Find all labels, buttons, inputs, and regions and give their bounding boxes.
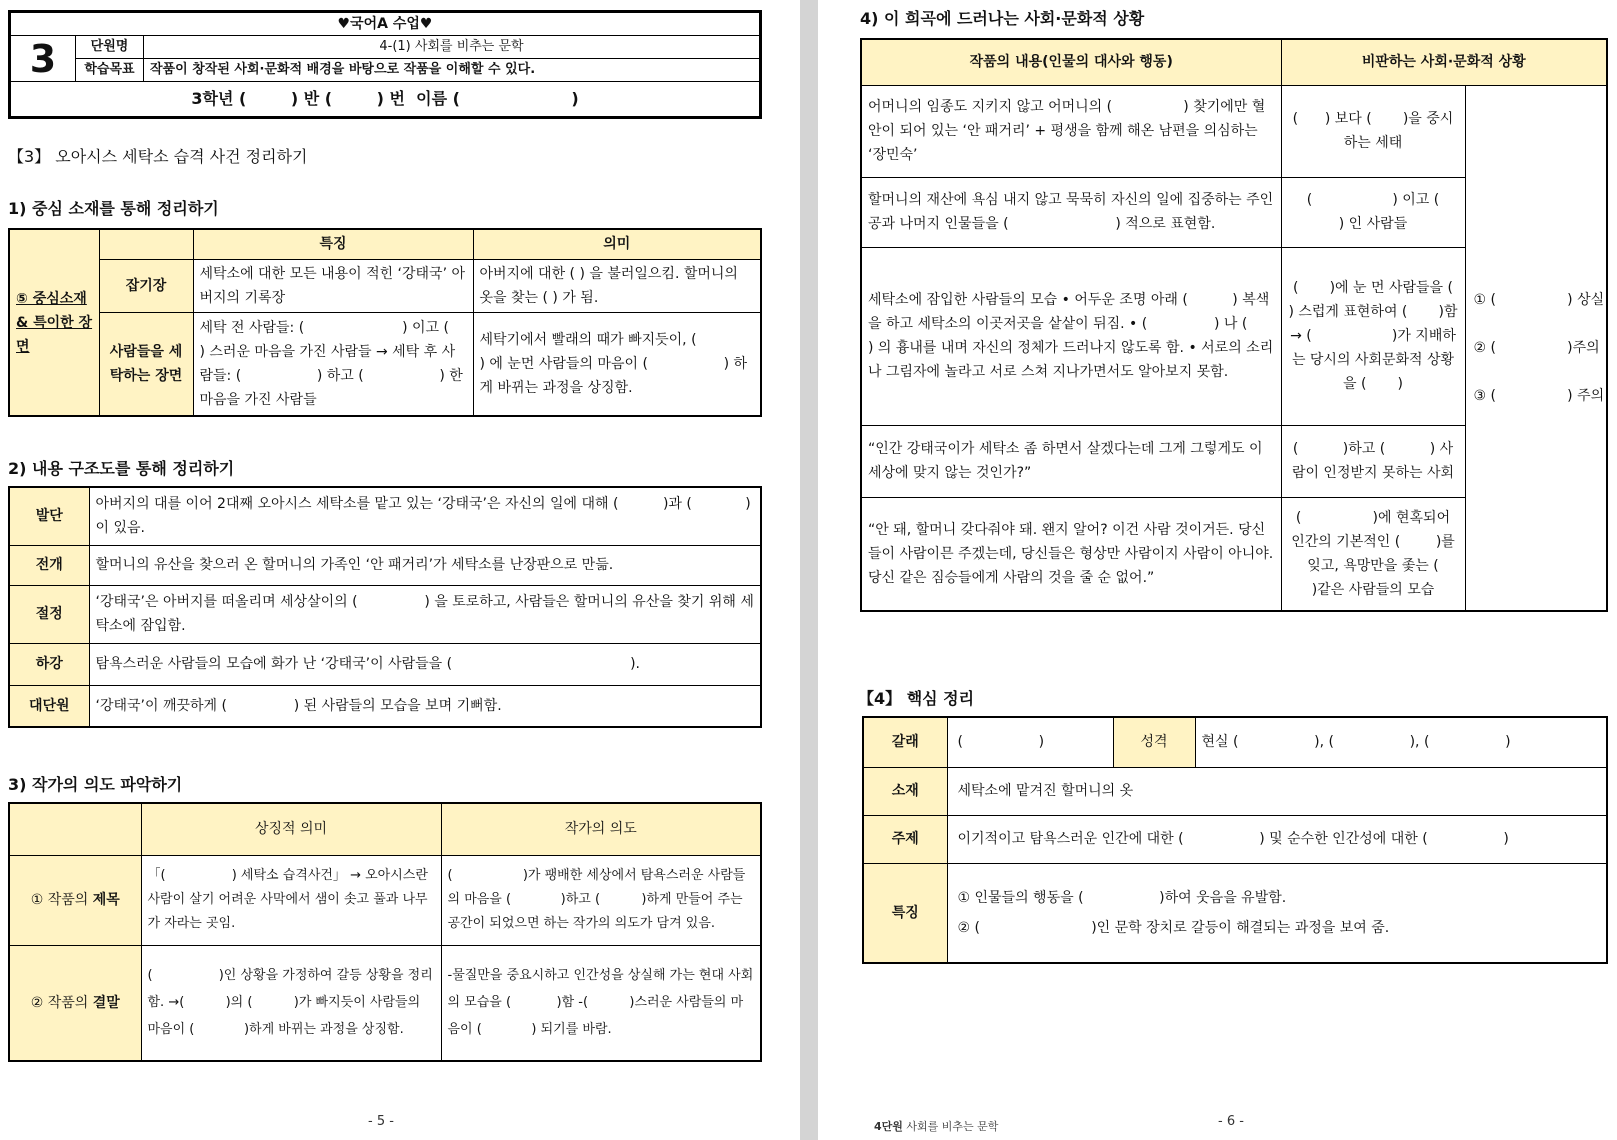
s4-situation-cell: ( ) 보다 ( )을 중시하는 세태: [1281, 85, 1465, 177]
feature-item: ① 인물들의 행동을 ( )하여 웃음을 유발함.: [957, 889, 1287, 906]
s3-col-symbol: 상징적 의미: [141, 803, 441, 855]
s3-symbol-cell: ( )인 상황을 가정하여 갈등 상황을 정리함. →( )의 ( )가 빠지듯이 사람들의 마음이 ( )하게 바뀌는 과정을 상징함.: [141, 945, 441, 1061]
header-banner: ♥국어A 수업♥: [10, 12, 761, 36]
s4-situation-cell: ( ) 이고 ( ) 인 사람들: [1281, 177, 1465, 247]
s4-content-cell: “인간 강태국이가 세탁소 좀 하면서 살겠다는데 그게 그렇게도 이 세상에 맞지 않는 것인가?”: [861, 425, 1281, 497]
plot-stage-label: 하강: [9, 643, 89, 685]
author-intent-table: [8, 802, 762, 1062]
s1-feature-cell: 세탁 전 사람들: ( ) 이고 ( ) 스러운 마음을 가진 사람들 → 세탁 후 사람들: ( ) 하고 ( ) 한 마음을 가진 사람들: [193, 312, 473, 416]
s1-feature-cell: 세탁소에 대한 모든 내용이 적힌 ‘강태국’ 아버지의 기록장: [193, 259, 473, 312]
s1-meaning-cell: 세탁기에서 빨래의 때가 빠지듯이, ( ) 에 눈먼 사람들의 마음이 ( ) 하게 바뀌는 과정을 상징함.: [473, 312, 761, 416]
summary-item: ③ ( ) 주의: [1473, 387, 1605, 404]
genre-value: ( ): [947, 717, 1113, 767]
plot-stage-label: 전개: [9, 545, 89, 585]
plot-stage-text: ‘강태국’은 아버지를 떠올리며 세상살이의 ( ) 을 토로하고, 사람들은 할머니의 유산을 찾기 위해 세탁소에 잠입함.: [89, 585, 761, 643]
s5-title: 【4】 핵심 정리: [858, 689, 975, 708]
plot-stage-label: 대단원: [9, 685, 89, 727]
s4-col-situation: 비판하는 사회·문화적 상황: [1281, 39, 1607, 85]
s1-col-feature: 특징: [193, 229, 473, 259]
theme-label: 주제: [863, 815, 947, 863]
s4-content-cell: 어머니의 임종도 지키지 않고 어머니의 ( ) 찾기에만 혈안이 되어 있는 ‘안 패거리’ + 평생을 함께 해온 남편을 의심하는 ‘장민숙’: [861, 85, 1281, 177]
plot-structure-table: [8, 486, 762, 728]
s1-meaning-cell: 아버지에 대한 ( ) 을 불러일으킴. 할머니의 옷을 찾는 ( ) 가 됨.: [473, 259, 761, 312]
unit-number: 3: [10, 36, 76, 82]
key-summary-table: [862, 716, 1608, 964]
s4-col-content: 작품의 내용(인물의 대사와 행동): [861, 39, 1281, 85]
s3-title: 3) 작가의 의도 파악하기: [8, 775, 183, 794]
s1-title: 1) 중심 소재를 통해 정리하기: [8, 199, 219, 218]
genre-label: 갈래: [863, 717, 947, 767]
central-material-table: [8, 228, 762, 417]
unit-label: 단원명: [76, 36, 144, 59]
s4-situation-cell: ( )에 현혹되어 인간의 기본적인 ( )를 잊고, 욕망만을 좇는 ( )같은 사람들의 모습: [1281, 497, 1465, 611]
page-6: [818, 0, 1617, 1140]
page-number: - 5 -: [368, 1114, 394, 1129]
theme-value: 이기적이고 탐욕스러운 인간에 대한 ( ) 및 순수한 인간성에 대한 ( ): [947, 815, 1607, 863]
plot-stage-label: 발단: [9, 487, 89, 545]
section-title: 【3】 오아시스 세탁소 습격 사건 정리하기: [8, 147, 308, 166]
social-situation-table: [860, 38, 1608, 612]
s1-row-header: ⑤ 중심소재 & 특이한 장면: [9, 229, 99, 416]
plot-stage-text: ‘강태국’이 깨끗하게 ( ) 된 사람들의 모습을 보며 기뻐함.: [89, 685, 761, 727]
header-box: [8, 10, 762, 119]
s4-summary-cell: [1465, 85, 1607, 611]
feature-item: ② ( )인 문학 장치로 갈등이 해결되는 과정을 보여 줌.: [957, 919, 1390, 936]
page-5: [0, 0, 800, 1140]
s3-col-intent: 작가의 의도: [441, 803, 761, 855]
material-value: 세탁소에 맡겨진 할머니의 옷: [947, 767, 1607, 815]
s1-row-label: 잡기장: [99, 259, 193, 312]
summary-item: ① ( ) 상실: [1473, 291, 1605, 308]
s4-situation-cell: ( )에 눈 먼 사람들을 ( ) 스럽게 표현하여 ( )함 → ( )가 지배하는 당시의 사회문화적 상황을 ( ): [1281, 247, 1465, 425]
feature-label: 특징: [863, 863, 947, 963]
s3-symbol-cell: 「( ) 세탁소 습격사건」 → 오아시스란 사람이 살기 어려운 사막에서 샘이 솟고 풀과 나무가 자라는 곳임.: [141, 855, 441, 945]
s3-row-label: ② 작품의 결말: [9, 945, 141, 1061]
nature-label: 성격: [1113, 717, 1195, 767]
s4-title: 4) 이 희곡에 드러나는 사회·문화적 상황: [860, 9, 1145, 28]
student-info-line: 3학년 ( ) 반 ( ) 번 이름 ( ): [10, 82, 761, 118]
page-gutter: [800, 0, 818, 1140]
unit-value: 4-(1) 사회를 비추는 문학: [144, 36, 761, 59]
page-number: - 6 -: [1218, 1114, 1244, 1129]
s1-row-label: 사람들을 세탁하는 장면: [99, 312, 193, 416]
s3-row-label: ① 작품의 제목: [9, 855, 141, 945]
plot-stage-label: 절정: [9, 585, 89, 643]
s2-title: 2) 내용 구조도를 통해 정리하기: [8, 459, 235, 478]
plot-stage-text: 탐욕스러운 사람들의 모습에 화가 난 ‘강태국’이 사람들을 ( ).: [89, 643, 761, 685]
s3-intent-cell: ( )가 팽배한 세상에서 탐욕스러운 사람들의 마음을 ( )하고 ( )하게 만들어 주는 공간이 되었으면 하는 작가의 의도가 담겨 있음.: [441, 855, 761, 945]
s4-content-cell: 세탁소에 잠입한 사람들의 모습 • 어두운 조명 아래 ( ) 복색을 하고 세탁소의 이곳저곳을 샅샅이 뒤짐. • ( ) 나 ( ) 의 흉내를 내며 자신의 정체가 드러나지 않도록 함. • 서로의 소리나 그림자에 놀라고 서로 스쳐 지나가면서도 알아보지 못함.: [861, 247, 1281, 425]
goal-label: 학습목표: [76, 59, 144, 82]
s4-content-cell: “안 돼, 할머니 갖다줘야 돼. 왠지 알어? 이건 사람 것이거든. 당신들이 사람이믄 주겠는데, 당신들은 형상만 사람이지 사람이 아니야. 당신 같은 짐승들에게 사람의 것을 줄 순 없어.”: [861, 497, 1281, 611]
s1-col-meaning: 의미: [473, 229, 761, 259]
summary-item: ② ( )주의: [1473, 339, 1600, 356]
nature-value: 현실 ( ), ( ), ( ): [1195, 717, 1607, 767]
goal-value: 작품이 창작된 사회·문화적 배경을 바탕으로 작품을 이해할 수 있다.: [144, 59, 761, 82]
footer-label: 4단원 사회를 비추는 문학: [874, 1120, 999, 1133]
s3-intent-cell: -물질만을 중요시하고 인간성을 상실해 가는 현대 사회의 모습을 ( )함 -( )스러운 사람들의 마음이 ( ) 되기를 바람.: [441, 945, 761, 1061]
s4-situation-cell: ( )하고 ( ) 사람이 인정받지 못하는 사회: [1281, 425, 1465, 497]
s4-content-cell: 할머니의 재산에 욕심 내지 않고 묵묵히 자신의 일에 집중하는 주인공과 나머지 인물들을 ( ) 적으로 표현함.: [861, 177, 1281, 247]
material-label: 소재: [863, 767, 947, 815]
plot-stage-text: 할머니의 유산을 찾으러 온 할머니의 가족인 ‘안 패거리’가 세탁소를 난장판으로 만듦.: [89, 545, 761, 585]
plot-stage-text: 아버지의 대를 이어 2대째 오아시스 세탁소를 맡고 있는 ‘강태국’은 자신의 일에 대해 ( )과 ( ) 이 있음.: [89, 487, 761, 545]
